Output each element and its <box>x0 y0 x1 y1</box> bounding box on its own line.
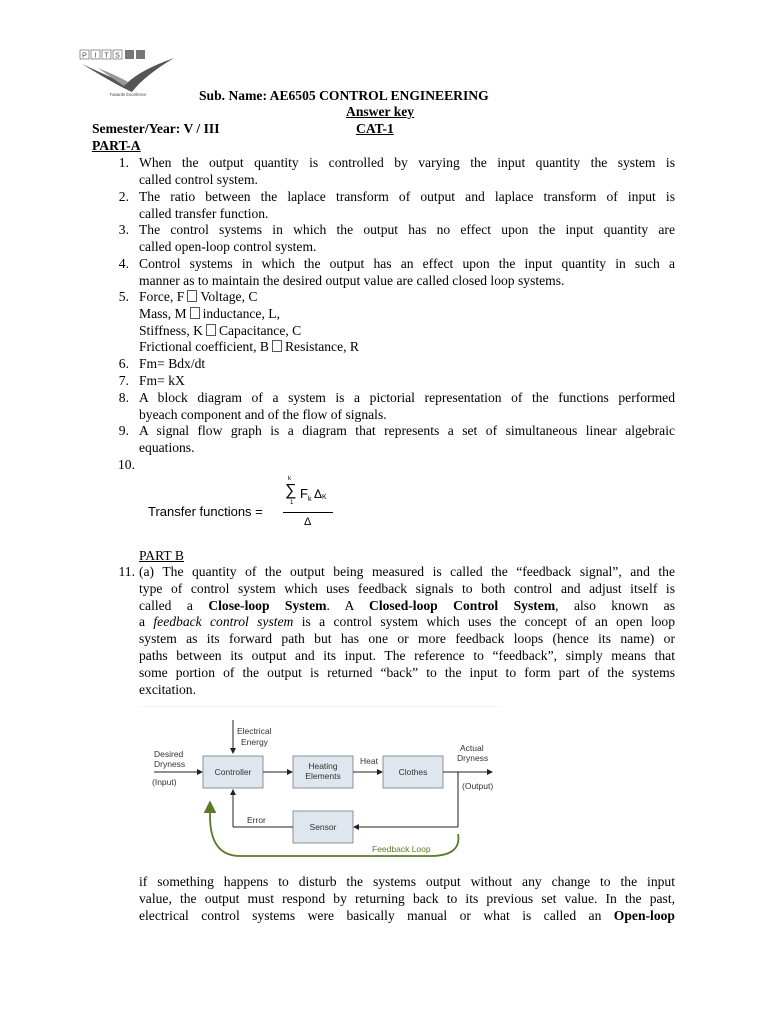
analogy-row: Frictional coefficient, B Resistance, R <box>139 339 359 355</box>
sum-lower-limit: 1 <box>290 500 294 506</box>
logo-letter: P <box>82 52 87 60</box>
doc-type: Answer key <box>346 104 415 119</box>
answer-8: A block diagram of a system is a pictorial representation of the functions performed byeach component and of the flow of signals. <box>139 390 675 422</box>
logo <box>78 46 178 98</box>
formula-denominator: Δ <box>304 516 312 528</box>
formula-numerator: F <box>300 486 308 501</box>
item-number: 2. <box>118 189 129 204</box>
arrow-symbol-icon <box>272 340 282 352</box>
item-number: 4. <box>118 256 129 271</box>
sensor-label: Sensor <box>309 822 337 832</box>
desired-label: Desired <box>154 749 184 759</box>
energy-label: Electrical <box>237 726 272 736</box>
item-number: 10. <box>118 457 135 472</box>
feedback-block-diagram <box>140 706 502 864</box>
item-number: 7. <box>118 373 129 388</box>
logo-letter: S <box>115 52 120 60</box>
arrow-symbol-icon <box>190 307 200 319</box>
desired-label: Dryness <box>154 759 186 769</box>
semester-year: Semester/Year: V / III <box>92 121 220 136</box>
formula-delta: Δ <box>314 487 323 501</box>
arrow-symbol-icon <box>206 324 216 336</box>
item-number: 11. <box>118 564 135 579</box>
logo-tagline: Towards Excellence <box>109 92 147 97</box>
answer-2: The ratio between the laplace transform of output and laplace transform of input is called transfer function. <box>139 189 675 221</box>
logo-graphic <box>78 46 178 98</box>
formula-numerator-sub: k <box>308 496 312 503</box>
actual-label: Dryness <box>457 753 489 763</box>
item-number: 6. <box>118 356 129 371</box>
clothes-label: Clothes <box>398 767 428 777</box>
heat-label: Heat <box>360 756 378 766</box>
part-b-title: PART B <box>139 548 184 563</box>
item-number: 5. <box>118 289 129 304</box>
continuation-paragraph: if something happens to disturb the systems output without any change to the input value, the output must respond by returning back to its previous set value. In the past, electrical control systems were basically manual or what is called an Open-loop <box>139 874 675 923</box>
actual-label: Actual <box>460 743 484 753</box>
sum-upper-limit: k <box>288 476 291 482</box>
controller-label: Controller <box>214 767 252 777</box>
fraction-bar <box>283 512 333 513</box>
heating-label: Elements <box>305 771 341 781</box>
answer-9: A signal flow graph is a diagram that represents a set of simultaneous linear algebraic equations. <box>139 423 675 455</box>
answer-7: Fm= kX <box>139 373 185 388</box>
output-label: (Output) <box>462 781 494 791</box>
logo-letter: T <box>104 52 109 60</box>
analogy-row: Stiffness, K Capacitance, C <box>139 322 302 338</box>
answer-6: Fm= Bdx/dt <box>139 356 206 371</box>
answer-3: The control systems in which the output has no effect upon the input quantity are called open-loop control system. <box>139 222 675 254</box>
answer-4: Control systems in which the output has an effect upon the input quantity in such a manner as to maintain the desired output value are called closed loop systems. <box>139 256 675 288</box>
answer-5 <box>139 289 359 356</box>
answer-1: When the output quantity is controlled by varying the input quantity the system is called control system. <box>139 155 675 187</box>
item-number: 9. <box>118 423 129 438</box>
formula-delta-sub: K <box>322 494 327 501</box>
arrow-symbol-icon <box>187 290 197 302</box>
heating-label: Heating <box>308 761 338 771</box>
formula-label: Transfer functions = <box>148 504 263 519</box>
analogy-row: Mass, M inductance, L, <box>139 305 280 321</box>
answer-11-paragraph: (a) The quantity of the output being measured is called the “feedback signal”, and the type of control system which uses feedback signals to both control and adjust itself is called a Close-loop System. A Closed-loop Control System, also known as a feedback control system is a control system which uses the concept of an open loop system as its forward path but has one or more feedback loops (hence its name) or paths between its output and its input. The reference to “feedback”, simply means that some portion of the output is returned “back” to the input to form part of the systems excitation. <box>139 564 676 697</box>
item-number: 1. <box>118 155 129 170</box>
transfer-function-formula <box>148 474 348 532</box>
cat-label: CAT-1 <box>356 121 394 136</box>
input-label: (Input) <box>152 777 177 787</box>
subject-title: Sub. Name: AE6505 CONTROL ENGINEERING <box>199 88 489 103</box>
error-label: Error <box>247 815 266 825</box>
item-number: 8. <box>118 390 129 405</box>
energy-label: Energy <box>241 737 268 747</box>
item-number: 3. <box>118 222 129 237</box>
analogy-row: Force, F Voltage, C <box>139 289 258 304</box>
logo-letter: I <box>94 52 97 60</box>
feedback-loop-label: Feedback Loop <box>372 844 431 854</box>
sum-symbol-icon: ∑ <box>285 482 297 499</box>
part-a-title: PART-A <box>92 138 141 153</box>
